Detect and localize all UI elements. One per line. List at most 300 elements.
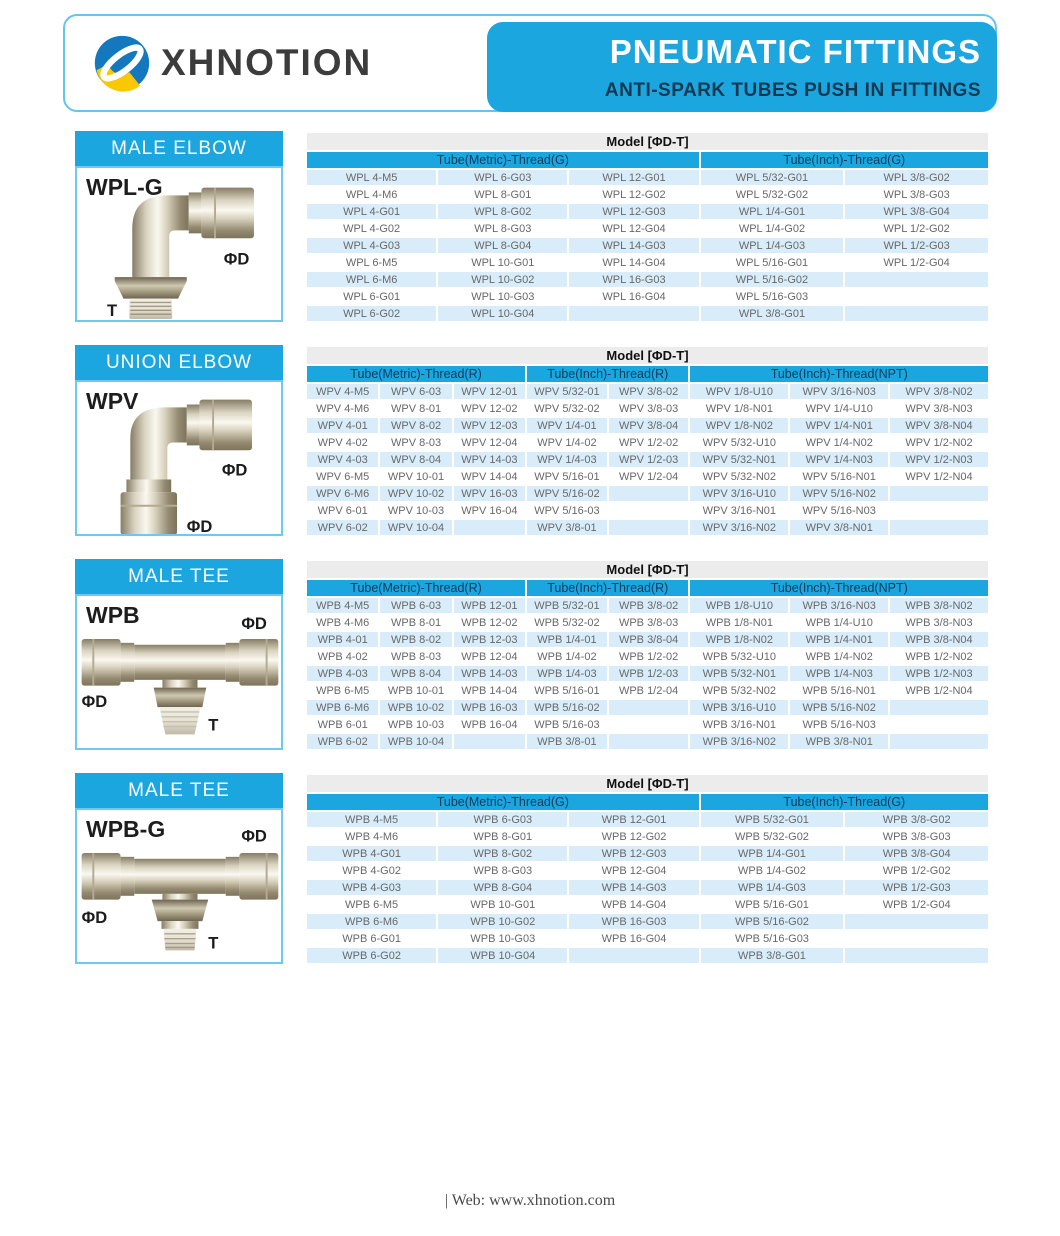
header-banner [487,22,997,112]
model-code: WPB-G [86,816,166,842]
label-phi-d: ΦD [81,908,108,928]
model-cell: WPV 8-02 [380,418,451,433]
model-cell: WPV 6-01 [307,503,378,518]
model-cell: WPB 1/2-G04 [845,897,988,912]
model-cell: WPB 1/4-02 [527,649,607,664]
model-cell: WPV 1/8-U10 [690,384,788,399]
model-code: WPB [86,602,140,628]
model-cell: WPV 4-02 [307,435,378,450]
model-cell: WPB 12-G02 [569,829,698,844]
model-cell [890,503,988,518]
table-row [307,649,988,664]
table-row [307,306,988,321]
column-group-header: Tube(Inch)-Thread(G) [701,152,988,168]
table-row [307,632,988,647]
model-table-wrap [305,131,990,323]
model-cell: WPV 5/16-N02 [790,486,888,501]
model-cell: WPB 14-G03 [569,880,698,895]
footer-website: | Web: www.xhnotion.com [444,1192,616,1209]
model-cell [845,914,988,929]
model-cell [609,700,689,715]
model-cell: WPB 1/4-U10 [790,615,888,630]
model-cell: WPB 3/8-G01 [701,948,844,963]
model-cell: WPV 1/8-N01 [690,401,788,416]
model-cell: WPV 1/4-01 [527,418,607,433]
model-cell: WPV 5/16-02 [527,486,607,501]
model-cell: WPB 8-G04 [438,880,567,895]
model-cell: WPL 4-M6 [307,187,436,202]
model-cell: WPV 4-M6 [307,401,378,416]
model-table [305,345,990,537]
model-cell: WPV 1/2-03 [609,452,689,467]
model-cell: WPV 10-03 [380,503,451,518]
category-header: MALE TEE [75,559,283,594]
model-cell: WPV 16-04 [454,503,525,518]
product-panel [75,131,283,323]
model-cell: WPB 5/16-G03 [701,931,844,946]
model-cell: WPV 1/2-04 [609,469,689,484]
model-cell: WPV 12-04 [454,435,525,450]
model-cell: WPL 5/32-G01 [701,170,844,185]
model-cell: WPV 3/8-N04 [890,418,988,433]
model-cell [845,289,988,304]
model-cell: WPB 4-03 [307,666,378,681]
model-cell: WPV 14-04 [454,469,525,484]
model-cell: WPV 6-03 [380,384,451,399]
table-row [307,255,988,270]
model-table [305,773,990,965]
model-cell: WPV 1/2-N02 [890,435,988,450]
model-cell: WPL 4-G03 [307,238,436,253]
model-cell: WPB 14-04 [454,683,525,698]
model-table-wrap [305,773,990,965]
column-group-header: Tube(Inch)-Thread(G) [701,794,988,810]
model-cell: WPB 5/32-02 [527,615,607,630]
model-cell [609,734,689,749]
model-cell: WPV 6-M5 [307,469,378,484]
product-image-box [75,808,283,964]
model-cell: WPL 5/16-G03 [701,289,844,304]
model-cell: WPL 6-G01 [307,289,436,304]
model-cell [569,306,698,321]
table-row [307,863,988,878]
table-row [307,435,988,450]
model-cell: WPL 3/8-G04 [845,204,988,219]
model-cell: WPV 10-04 [380,520,451,535]
model-cell [609,503,689,518]
model-cell: WPB 5/16-02 [527,700,607,715]
category-header: UNION ELBOW [75,345,283,380]
model-cell: WPB 4-01 [307,632,378,647]
model-cell [845,306,988,321]
model-cell: WPB 8-03 [380,649,451,664]
brand-logo [93,34,372,92]
model-cell: WPB 5/32-G01 [701,812,844,827]
model-cell: WPB 10-G03 [438,931,567,946]
model-cell: WPV 4-M5 [307,384,378,399]
model-cell: WPB 10-G04 [438,948,567,963]
model-cell: WPL 1/4-G02 [701,221,844,236]
model-cell: WPB 3/8-G02 [845,812,988,827]
product-panel [75,345,283,537]
model-cell: WPL 3/8-G01 [701,306,844,321]
model-cell: WPB 12-G03 [569,846,698,861]
label-phi-d: ΦD [223,249,250,269]
model-cell: WPL 16-G04 [569,289,698,304]
model-cell: WPB 1/2-03 [609,666,689,681]
table-title: Model [ΦD-T] [307,133,988,150]
model-cell: WPB 1/2-N02 [890,649,988,664]
table-row [307,700,988,715]
model-cell: WPB 1/4-G01 [701,846,844,861]
model-cell: WPV 10-01 [380,469,451,484]
model-cell: WPL 6-M5 [307,255,436,270]
model-cell: WPB 3/8-G04 [845,846,988,861]
label-phi-d: ΦD [241,614,267,634]
model-cell [890,717,988,732]
model-cell: WPV 3/16-N03 [790,384,888,399]
product-image-box [75,166,283,322]
model-cell [845,272,988,287]
table-row [307,221,988,236]
model-cell: WPL 3/8-G02 [845,170,988,185]
model-cell: WPV 4-03 [307,452,378,467]
model-cell: WPB 1/2-G03 [845,880,988,895]
model-cell: WPL 10-G02 [438,272,567,287]
model-cell: WPB 4-M6 [307,615,378,630]
section-male-tee-wpb-g [75,773,990,965]
model-cell: WPB 3/16-N03 [790,598,888,613]
section-male-elbow-wpl-g [75,131,990,323]
category-header: MALE TEE [75,773,283,808]
model-cell: WPL 8-G03 [438,221,567,236]
model-cell: WPB 10-02 [380,700,451,715]
model-cell: WPB 16-03 [454,700,525,715]
model-cell [569,948,698,963]
model-cell: WPB 6-M5 [307,683,378,698]
model-cell: WPL 6-M6 [307,272,436,287]
model-cell: WPL 14-G04 [569,255,698,270]
model-cell: WPB 12-G04 [569,863,698,878]
model-cell: WPB 1/8-N02 [690,632,788,647]
model-cell: WPV 3/16-N01 [690,503,788,518]
table-row [307,486,988,501]
model-cell [890,486,988,501]
table-row [307,272,988,287]
model-cell: WPB 8-01 [380,615,451,630]
model-cell: WPL 5/16-G01 [701,255,844,270]
model-cell: WPL 6-G03 [438,170,567,185]
model-cell: WPV 5/16-01 [527,469,607,484]
model-cell: WPL 4-G01 [307,204,436,219]
model-cell: WPB 5/16-N03 [790,717,888,732]
model-cell: WPB 1/4-N02 [790,649,888,664]
model-cell: WPB 3/8-N04 [890,632,988,647]
model-cell: WPL 1/2-G03 [845,238,988,253]
model-table [305,559,990,751]
model-cell: WPL 5/32-G02 [701,187,844,202]
model-cell: WPB 4-G01 [307,846,436,861]
model-cell [609,486,689,501]
model-cell: WPV 16-03 [454,486,525,501]
model-code: WPL-G [86,174,163,200]
model-cell: WPB 12-G01 [569,812,698,827]
model-cell: WPV 6-02 [307,520,378,535]
model-cell: WPL 1/2-G04 [845,255,988,270]
model-table-wrap [305,559,990,751]
model-cell: WPV 5/16-N01 [790,469,888,484]
model-cell: WPV 5/32-01 [527,384,607,399]
page-title: PNEUMATIC FITTINGS [609,32,981,70]
model-cell: WPB 3/8-01 [527,734,607,749]
table-row [307,880,988,895]
model-cell: WPV 14-03 [454,452,525,467]
model-cell: WPB 6-M6 [307,700,378,715]
model-cell: WPB 6-G02 [307,948,436,963]
model-cell: WPV 3/8-N01 [790,520,888,535]
table-row [307,187,988,202]
model-cell: WPV 1/2-N03 [890,452,988,467]
model-cell: WPB 1/8-N01 [690,615,788,630]
model-cell: WPB 5/16-01 [527,683,607,698]
model-cell: WPB 1/4-G02 [701,863,844,878]
table-row [307,615,988,630]
table-row [307,469,988,484]
xhnotion-logo-icon [93,34,151,92]
table-row [307,948,988,963]
model-cell: WPB 6-G01 [307,931,436,946]
model-cell: WPB 3/8-02 [609,598,689,613]
model-cell: WPB 1/4-N01 [790,632,888,647]
model-cell: WPB 12-01 [454,598,525,613]
model-cell: WPV 1/4-N01 [790,418,888,433]
model-cell: WPV 3/8-N03 [890,401,988,416]
model-cell: WPL 1/2-G02 [845,221,988,236]
model-cell: WPB 10-04 [380,734,451,749]
column-group-header: Tube(Inch)-Thread(R) [527,580,688,596]
model-cell: WPB 3/8-N02 [890,598,988,613]
model-cell: WPV 5/32-N02 [690,469,788,484]
model-cell: WPB 5/32-G02 [701,829,844,844]
model-cell: WPB 5/16-G01 [701,897,844,912]
model-cell: WPB 3/16-U10 [690,700,788,715]
table-row [307,683,988,698]
model-cell: WPV 3/8-01 [527,520,607,535]
model-cell: WPB 16-G03 [569,914,698,929]
model-cell: WPB 1/4-N03 [790,666,888,681]
model-cell: WPV 1/2-02 [609,435,689,450]
model-cell [454,734,525,749]
model-cell: WPL 8-G01 [438,187,567,202]
model-cell: WPL 8-G02 [438,204,567,219]
table-row [307,931,988,946]
model-cell: WPB 8-G01 [438,829,567,844]
model-cell: WPV 3/16-U10 [690,486,788,501]
model-cell: WPB 5/16-N01 [790,683,888,698]
catalog-content [75,131,990,987]
model-cell: WPB 5/32-N02 [690,683,788,698]
model-cell: WPL 12-G04 [569,221,698,236]
model-cell: WPB 10-G01 [438,897,567,912]
model-cell: WPL 12-G01 [569,170,698,185]
model-cell: WPB 16-G04 [569,931,698,946]
model-cell: WPB 1/4-03 [527,666,607,681]
label-thread-t: T [208,715,219,735]
model-cell [454,520,525,535]
model-cell: WPB 1/2-02 [609,649,689,664]
model-cell: WPB 8-G02 [438,846,567,861]
model-cell: WPV 3/8-02 [609,384,689,399]
model-cell: WPB 3/8-G03 [845,829,988,844]
product-image-box [75,594,283,750]
table-title: Model [ΦD-T] [307,561,988,578]
model-table-wrap [305,345,990,537]
model-cell [890,734,988,749]
section-male-tee-wpb [75,559,990,751]
model-cell: WPB 4-G03 [307,880,436,895]
table-row [307,452,988,467]
table-title: Model [ΦD-T] [307,775,988,792]
model-cell: WPL 10-G04 [438,306,567,321]
model-cell: WPV 8-01 [380,401,451,416]
model-cell [845,948,988,963]
model-cell [609,520,689,535]
product-image-box [75,380,283,536]
model-cell: WPV 3/8-04 [609,418,689,433]
table-row [307,503,988,518]
model-cell: WPV 5/32-N01 [690,452,788,467]
model-cell [890,520,988,535]
model-cell: WPB 16-04 [454,717,525,732]
model-cell: WPB 14-G04 [569,897,698,912]
table-row [307,666,988,681]
table-title: Model [ΦD-T] [307,347,988,364]
model-cell: WPB 3/8-N03 [890,615,988,630]
model-cell: WPB 3/16-N02 [690,734,788,749]
model-cell: WPL 6-G02 [307,306,436,321]
model-cell [845,931,988,946]
table-row [307,204,988,219]
model-cell: WPL 3/8-G03 [845,187,988,202]
table-row [307,289,988,304]
model-cell: WPL 14-G03 [569,238,698,253]
model-cell: WPB 5/32-U10 [690,649,788,664]
model-cell: WPB 6-M6 [307,914,436,929]
model-cell: WPB 6-03 [380,598,451,613]
model-cell: WPB 6-01 [307,717,378,732]
model-cell: WPV 8-04 [380,452,451,467]
model-cell: WPL 12-G03 [569,204,698,219]
model-code: WPV [86,388,139,414]
label-phi-d: ΦD [186,517,213,534]
label-phi-d: ΦD [81,692,108,712]
model-cell: WPV 3/8-03 [609,401,689,416]
model-cell: WPL 4-M5 [307,170,436,185]
column-group-header: Tube(Inch)-Thread(NPT) [690,366,988,382]
table-row [307,418,988,433]
model-cell: WPB 5/16-N02 [790,700,888,715]
section-union-elbow-wpv [75,345,990,537]
model-cell: WPB 1/2-G02 [845,863,988,878]
table-row [307,520,988,535]
page-header [63,14,997,112]
model-cell: WPB 4-M5 [307,812,436,827]
model-cell: WPB 4-G02 [307,863,436,878]
model-cell: WPL 8-G04 [438,238,567,253]
model-cell: WPB 6-M5 [307,897,436,912]
table-row [307,598,988,613]
brand-name: XHNOTION [161,42,373,83]
model-cell: WPB 10-01 [380,683,451,698]
table-row [307,914,988,929]
model-cell: WPV 5/16-03 [527,503,607,518]
model-table [305,131,990,323]
model-cell: WPB 12-02 [454,615,525,630]
model-cell: WPL 16-G03 [569,272,698,287]
label-thread-t: T [208,933,219,953]
model-cell [609,717,689,732]
table-row [307,846,988,861]
model-cell: WPB 8-02 [380,632,451,647]
model-cell: WPV 12-01 [454,384,525,399]
model-cell: WPB 3/8-04 [609,632,689,647]
model-cell: WPB 3/8-03 [609,615,689,630]
model-cell: WPB 3/8-N01 [790,734,888,749]
model-cell: WPV 5/32-U10 [690,435,788,450]
model-cell: WPB 1/2-N03 [890,666,988,681]
model-cell: WPB 12-03 [454,632,525,647]
model-cell: WPV 12-02 [454,401,525,416]
model-cell: WPV 6-M6 [307,486,378,501]
model-cell: WPV 3/16-N02 [690,520,788,535]
column-group-header: Tube(Metric)-Thread(R) [307,366,525,382]
model-cell: WPV 10-02 [380,486,451,501]
model-cell: WPB 5/32-N01 [690,666,788,681]
model-cell: WPB 1/2-04 [609,683,689,698]
column-group-header: Tube(Inch)-Thread(NPT) [690,580,988,596]
table-row [307,897,988,912]
table-row [307,812,988,827]
model-cell: WPV 5/16-N03 [790,503,888,518]
model-cell: WPB 5/16-G02 [701,914,844,929]
model-cell: WPB 1/4-01 [527,632,607,647]
category-header: MALE ELBOW [75,131,283,166]
model-cell: WPB 4-M5 [307,598,378,613]
column-group-header: Tube(Metric)-Thread(R) [307,580,525,596]
table-row [307,717,988,732]
model-cell: WPV 1/4-N03 [790,452,888,467]
model-cell: WPL 10-G03 [438,289,567,304]
model-cell: WPB 8-G03 [438,863,567,878]
model-cell: WPL 10-G01 [438,255,567,270]
model-cell [890,700,988,715]
model-cell: WPB 6-G03 [438,812,567,827]
table-row [307,384,988,399]
model-cell: WPL 1/4-G03 [701,238,844,253]
label-phi-d: ΦD [241,826,267,846]
model-cell: WPB 1/2-N04 [890,683,988,698]
table-row [307,829,988,844]
model-cell: WPL 12-G02 [569,187,698,202]
model-cell: WPV 5/32-02 [527,401,607,416]
label-thread-t: T [106,301,118,320]
model-cell: WPB 4-02 [307,649,378,664]
model-cell: WPB 10-G02 [438,914,567,929]
model-cell: WPB 1/8-U10 [690,598,788,613]
model-cell: WPB 5/32-01 [527,598,607,613]
model-cell: WPL 4-G02 [307,221,436,236]
product-panel [75,559,283,751]
